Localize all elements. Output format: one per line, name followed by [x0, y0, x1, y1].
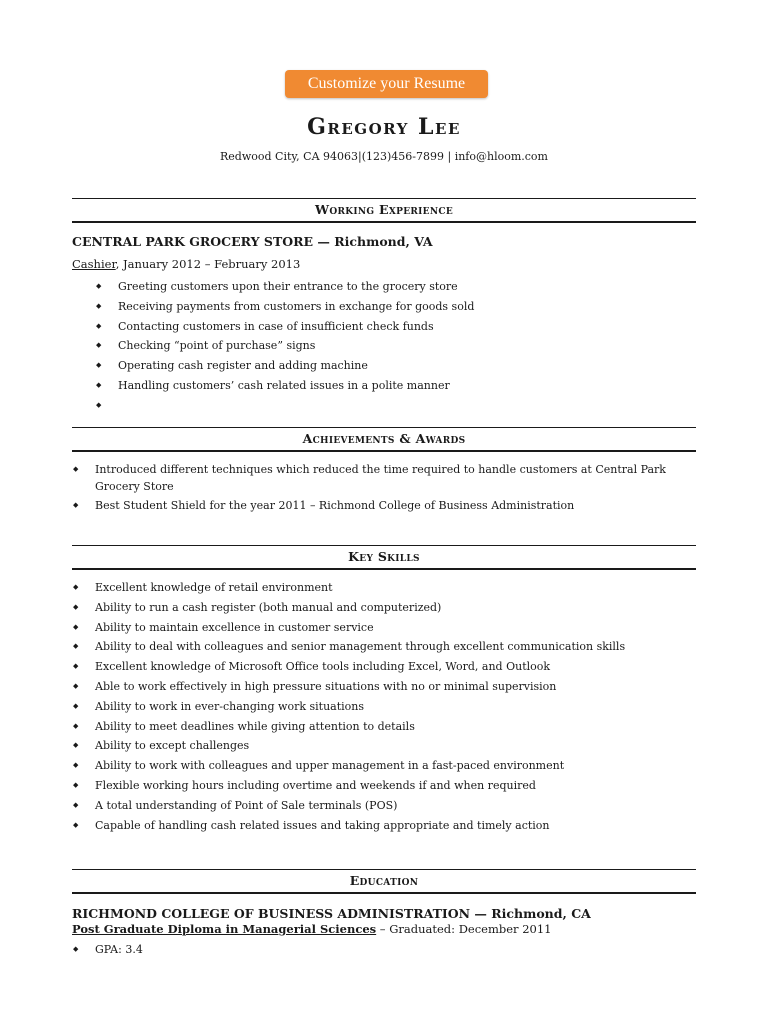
section-heading-achievements: Achievements & Awards [72, 427, 696, 452]
contact-line: Redwood City, CA 94063|(123)456-7899 | info@hloom.com [220, 150, 548, 163]
list-item: ◆ Ability to run a cash register (both manual and computerized) [95, 598, 625, 618]
degree-name: Post Graduate Diploma in Managerial Sciences [72, 922, 377, 936]
education-bullets [95, 940, 143, 960]
list-item [118, 396, 474, 416]
job-dates: , January 2012 – February 2013 [115, 257, 301, 271]
list-item: ◆ Excellent knowledge of retail environment [95, 578, 625, 598]
list-item: ◆ Ability to except challenges [95, 736, 625, 756]
list-item: ◆ Contacting customers in case of insufficient check funds [118, 317, 474, 337]
list-item: ◆ Handling customers’ cash related issues in a polite manner [118, 376, 474, 396]
list-item: ◆ Introduced different techniques which reduced the time required to handle customers at Central Park Grocery Store [95, 461, 695, 495]
school-name: RICHMOND COLLEGE OF BUSINESS ADMINISTRATION — Richmond, CA [72, 906, 591, 921]
list-item: ◆ Ability to maintain excellence in customer service [95, 618, 625, 638]
list-item: ◆ Receiving payments from customers in exchange for goods sold [118, 297, 474, 317]
job-title-line [72, 257, 300, 271]
section-heading-experience: Working Experience [72, 198, 696, 223]
list-item: ◆ Operating cash register and adding machine [118, 356, 474, 376]
list-item: ◆ Excellent knowledge of Microsoft Office tools including Excel, Word, and Outlook [95, 657, 625, 677]
graduation-date: – Graduated: December 2011 [376, 922, 552, 936]
list-item: ◆ Capable of handling cash related issues and taking appropriate and timely action [95, 816, 625, 836]
list-item: ◆ Flexible working hours including overtime and weekends if and when required [95, 776, 625, 796]
degree-line [72, 922, 551, 936]
experience-bullets [118, 277, 474, 416]
job-title: Cashier [72, 257, 116, 271]
list-item: ◆ A total understanding of Point of Sale terminals (POS) [95, 796, 625, 816]
list-item: ◆ Ability to deal with colleagues and senior management through excellent communication skills [95, 637, 625, 657]
list-item: ◆ GPA: 3.4 [95, 940, 143, 960]
section-heading-skills: Key Skills [72, 545, 696, 570]
skills-bullets [95, 578, 625, 835]
achievements-bullets [95, 461, 695, 516]
candidate-name: Gregory Lee [307, 114, 461, 140]
list-item: ◆ Ability to work in ever-changing work situations [95, 697, 625, 717]
list-item: ◆ Checking “point of purchase” signs [118, 336, 474, 356]
employer-name: CENTRAL PARK GROCERY STORE — Richmond, VA [72, 234, 433, 249]
list-item: ◆ Able to work effectively in high pressure situations with no or minimal supervision [95, 677, 625, 697]
list-item: ◆ Best Student Shield for the year 2011 – Richmond College of Business Administration [95, 497, 695, 514]
list-item: ◆ Greeting customers upon their entrance to the grocery store [118, 277, 474, 297]
section-heading-education: Education [72, 869, 696, 894]
list-item: ◆ Ability to work with colleagues and upper management in a fast-paced environment [95, 756, 625, 776]
customize-resume-button[interactable]: Customize your Resume [285, 70, 488, 98]
list-item: ◆ Ability to meet deadlines while giving attention to details [95, 717, 625, 737]
